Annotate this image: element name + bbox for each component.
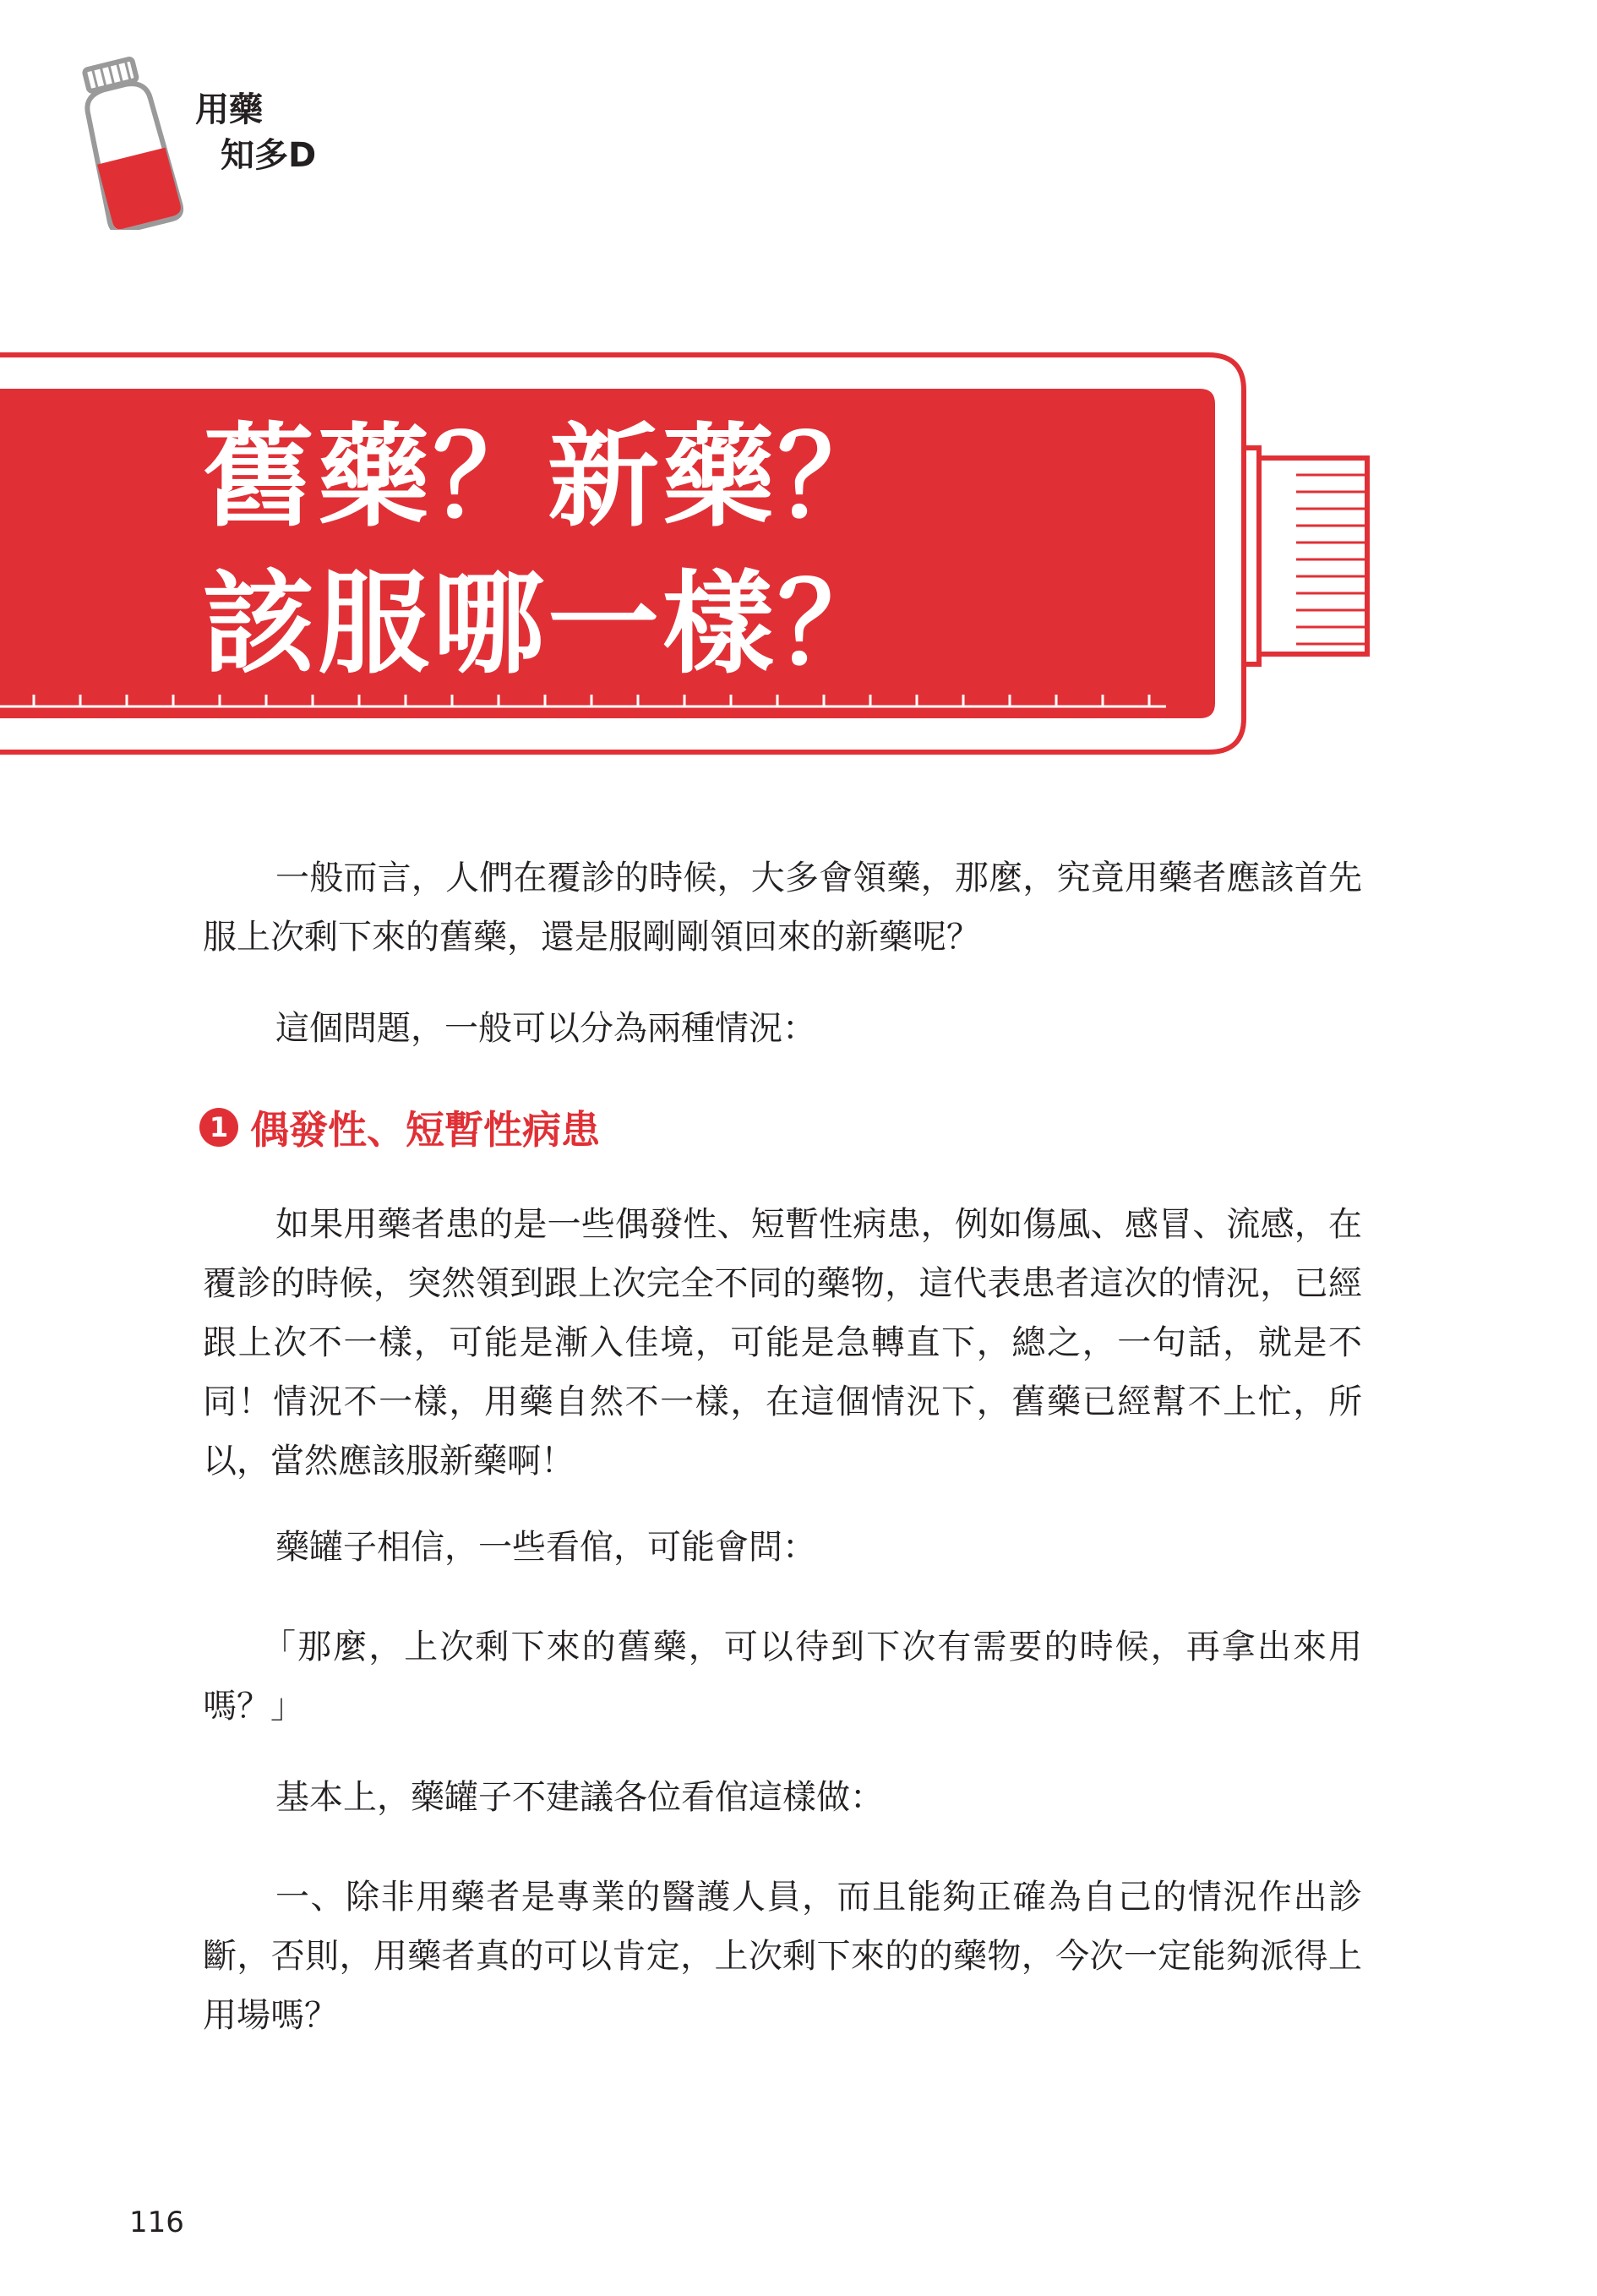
section-heading-1	[199, 1100, 600, 1154]
logo-title-line1: 用藥	[195, 90, 263, 129]
logo-title-line2: 知多D	[221, 136, 317, 175]
paragraph-point-one: 一、除非用藥者是專業的醫護人員，而且能夠正確為自己的情況作出診斷，否則，用藥者真的可以肯定，上次剩下來的的藥物，今次一定能夠派得上用場嗎？	[203, 1878, 1362, 2035]
paragraph-quote: 「那麼，上次剩下來的舊藥，可以待到下次有需要的時候，再拿出來用嗎？」	[203, 1628, 1362, 1726]
title-line-2: 該服哪一樣？	[203, 559, 892, 690]
paragraph-intro: 一般而言，人們在覆診的時候，大多會領藥，那麼，究竟用藥者應該首先服上次剩下來的舊藥，還是服剛剛領回來的新藥呢？	[203, 859, 1362, 957]
paragraph-two-situations: 這個問題，一般可以分為兩種情況：	[275, 1009, 816, 1048]
section-heading-label: 偶發性、短暫性病患	[250, 1107, 600, 1153]
paragraph-readers-ask: 藥罐子相信，一些看倌，可能會問：	[275, 1528, 816, 1567]
paragraph-occasional-illness: 如果用藥者患的是一些偶發性、短暫性病患，例如傷風、感冒、流感，在覆診的時候，突然領到跟上次完全不同的藥物，這代表患者這次的情況，已經跟上次不一樣，可能是漸入佳境，可能是急轉直下，總之，一句話，就是不同！情況不一樣，用藥自然不一樣，在這個情況下，舊藥已經幫不上忙，所以，當然應該服新藥啊！	[203, 1205, 1362, 1481]
page-number: 116	[129, 2206, 184, 2239]
bottle-banner-graphic	[0, 348, 1386, 762]
header-logo	[80, 52, 359, 230]
medicine-bottle-icon	[80, 52, 359, 230]
paragraph-not-recommended: 基本上，藥罐子不建議各位看倌這樣做：	[275, 1778, 884, 1817]
title-banner	[0, 348, 1386, 762]
title-line-1: 舊藥？新藥？	[203, 412, 892, 543]
section-number-badge: 1	[199, 1108, 238, 1147]
